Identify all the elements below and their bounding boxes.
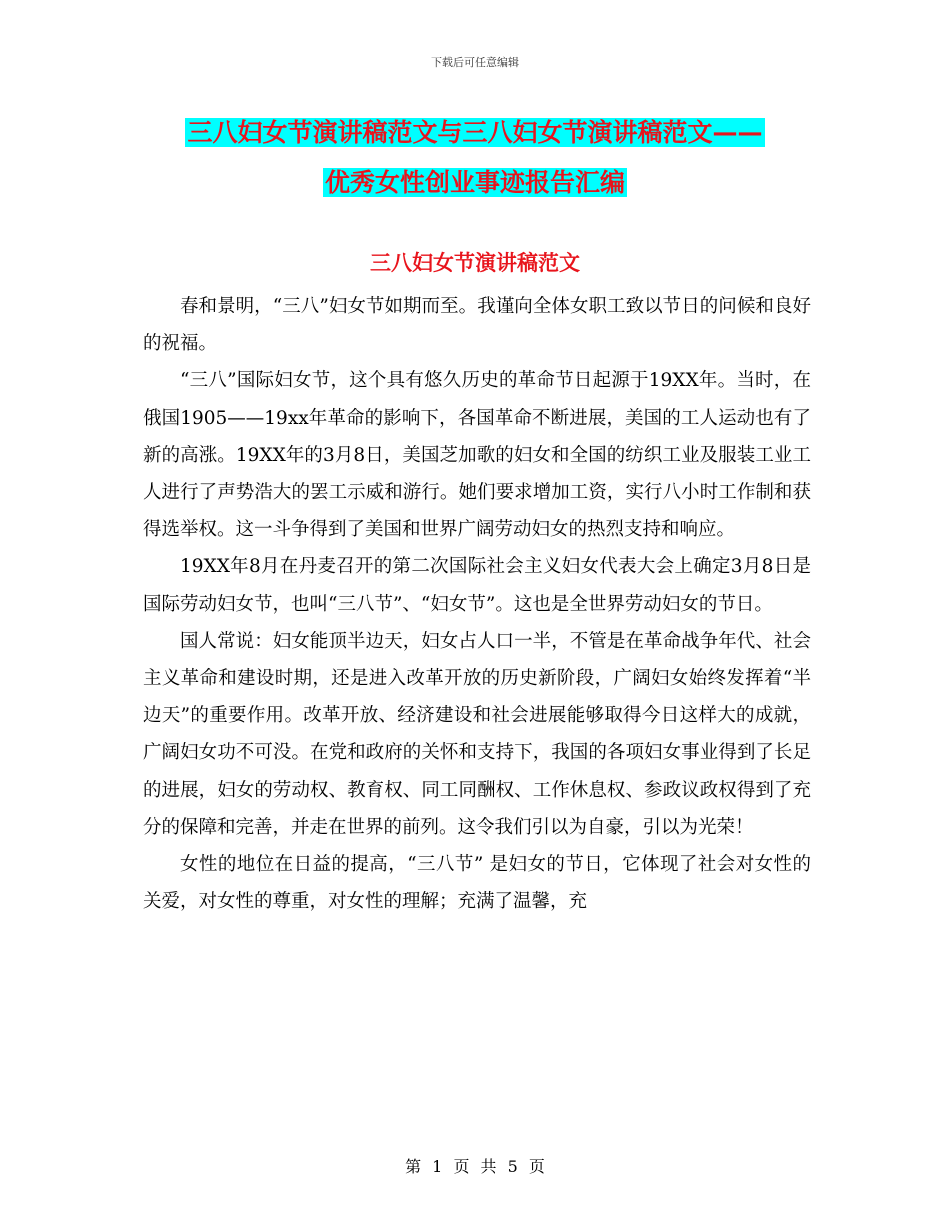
paragraph: 国人常说：妇女能顶半边天，妇女占人口一半，不管是在革命战争年代、社会主义革命和建设时期，还是进入改革开放的历史新阶段，广阔妇女始终发挥着“半边天”的重要作用。改革开放、经济建设和社会进展能够取得今日这样大的成就，广阔妇女功不可没。在党和政府的关怀和支持下，我国的各项妇女事业得到了长足的进展，妇女的劳动权、教育权、同工同酬权、工作休息权、参政议政权得到了充分的保障和完善，并走在世界的前列。这令我们引以为自豪，引以为光荣！ — [143, 630, 811, 838]
paragraph: “三八”国际妇女节，这个具有悠久历史的革命节日起源于19XX年。当时，在俄国1905——19xx年革命的影响下，各国革命不断进展，美国的工人运动也有了新的高涨。19XX年的3月8日，美国芝加歌的妇女和全国的纺织工业及服装工业工人进行了声势浩大的罢工示威和游行。她们要求增加工资，实行八小时工作制和获得选举权。这一斗争得到了美国和世界广阔劳动妇女的热烈支持和响应。 — [143, 370, 811, 541]
document-title-line-2: 优秀女性创业事迹报告汇编 — [324, 168, 625, 197]
paragraph: 19XX年8月在丹麦召开的第二次国际社会主义妇女代表大会上确定3月8日是国际劳动妇女节，也叫“三八节”、“妇女节”。这也是全世界劳动妇女的节日。 — [143, 556, 811, 615]
paragraph: 春和景明，“三八”妇女节如期而至。我谨向全体女职工致以节日的问候和良好的祝福。 — [143, 296, 811, 355]
document-title — [0, 108, 950, 208]
document-title-line-1: 三八妇女节演讲稿范文与三八妇女节演讲稿范文—— — [187, 118, 763, 147]
page-number-footer: 第 1 页 共 5 页 — [405, 1157, 545, 1176]
page-header-note: 下载后可任意编辑 — [431, 56, 519, 69]
paragraph: 女性的地位在日益的提高，“三八节” 是妇女的节日，它体现了社会对女性的关爱，对女性的尊重，对女性的理解；充满了温馨，充 — [143, 854, 811, 913]
section-heading: 三八妇女节演讲稿范文 — [370, 251, 580, 275]
body-text — [143, 288, 811, 920]
